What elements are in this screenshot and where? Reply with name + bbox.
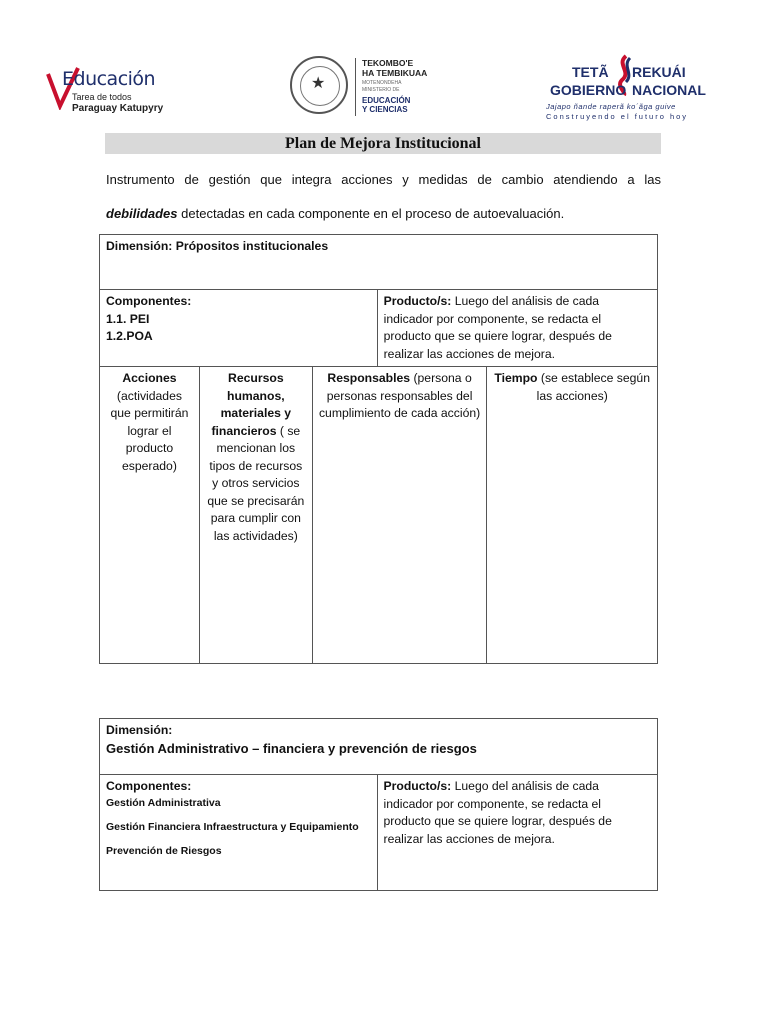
dimension-label: Dimensión: (106, 723, 173, 737)
componentes-cell (100, 775, 378, 891)
componentes-cell (100, 290, 378, 367)
gob-tagline-guarani: Jajapo ñande raperã ko´ãga guive (546, 102, 676, 111)
componentes-label: Componentes: (106, 294, 192, 308)
gobierno-nacional-logo (538, 48, 728, 124)
dimension-label: Dimensión: Própositos institucionales (106, 239, 329, 253)
producto-text: Luego del análisis de cada indicador por componente, se redacta el producto que se quiere lograr, después de realizar las acciones de mejora. (383, 294, 612, 361)
logo-edu-line1: Tarea de todos (72, 92, 132, 102)
mec-line5: EDUCACIÓN (362, 96, 411, 105)
componente-item: Gestión Financiera Infraestructura y Equipamiento (106, 820, 359, 833)
dimension-value: Gestión Administrativo – financiera y prevención de riesgos (106, 740, 477, 756)
educacion-logo (40, 58, 210, 118)
gob-word1: TETÃ (572, 64, 609, 80)
gob-word3: GOBIERNO (550, 82, 627, 98)
responsables-label: Responsables (327, 371, 411, 385)
gob-word2: REKUÁI (632, 64, 686, 80)
gob-tagline-spanish: Construyendo el futuro hoy (546, 112, 689, 121)
tiempo-text: (se establece según las acciones) (536, 371, 650, 403)
recursos-cell (199, 367, 312, 664)
intro-paragraph (106, 163, 661, 231)
intro-text-2: detectadas en cada componente en el proceso de autoevaluación. (181, 206, 565, 221)
acciones-cell (100, 367, 200, 664)
componente-item: 1.2.POA (106, 329, 153, 343)
producto-label: Producto/s: (383, 294, 452, 308)
producto-text: Luego del análisis de cada indicador por componente, se redacta el producto que se quiere lograr, después de realizar las acciones de mejora. (383, 779, 612, 846)
mec-line1: TEKOMBO'E (362, 58, 414, 68)
intro-emphasis: debilidades (106, 206, 178, 221)
logo-edu-line2: Paraguay Katupyry (72, 103, 164, 114)
mec-logo (290, 56, 440, 120)
responsables-text: (persona o personas responsables del cumplimiento de cada acción) (318, 371, 481, 420)
mec-line2: HA TEMBIKUAA (362, 68, 428, 78)
dimension-cell (100, 719, 658, 775)
header-logos (40, 44, 730, 124)
producto-cell (377, 290, 657, 367)
mec-line4: MINISTERIO DE (362, 87, 400, 93)
plan-table-1 (99, 234, 658, 664)
producto-label: Producto/s: (383, 779, 452, 793)
responsables-cell (312, 367, 487, 664)
page-title: Plan de Mejora Institucional (105, 133, 661, 154)
mec-line6: Y CIENCIAS (362, 105, 408, 114)
acciones-label: Acciones (122, 371, 177, 385)
intro-text-1: Instrumento de gestión que integra acciones y medidas de cambio atendiendo a las (106, 172, 661, 187)
recursos-label: Recursos humanos, materiales y financieros (211, 371, 292, 438)
recursos-text: ( se mencionan los tipos de recursos y otros servicios que se precisarán para cumplir con las actividades) (207, 423, 305, 543)
plan-table-2 (99, 718, 658, 891)
producto-cell (377, 775, 657, 891)
national-seal-icon: ★ (290, 56, 348, 114)
tiempo-label: Tiempo (494, 371, 538, 385)
componente-item: Prevención de Riesgos (106, 844, 222, 857)
mec-line3: MOTENONDEHA (362, 80, 402, 86)
dimension-cell (100, 235, 658, 290)
acciones-text: (actividades que permitirán lograr el producto esperado) (110, 388, 189, 473)
gob-word4: NACIONAL (632, 82, 706, 98)
logo-divider (355, 58, 356, 116)
componentes-label: Componentes: (106, 779, 192, 793)
componente-item: 1.1. PEI (106, 311, 150, 326)
logo-edu-title: Educación (62, 68, 156, 90)
tiempo-cell (487, 367, 658, 664)
componente-item: Gestión Administrativa (106, 796, 221, 809)
